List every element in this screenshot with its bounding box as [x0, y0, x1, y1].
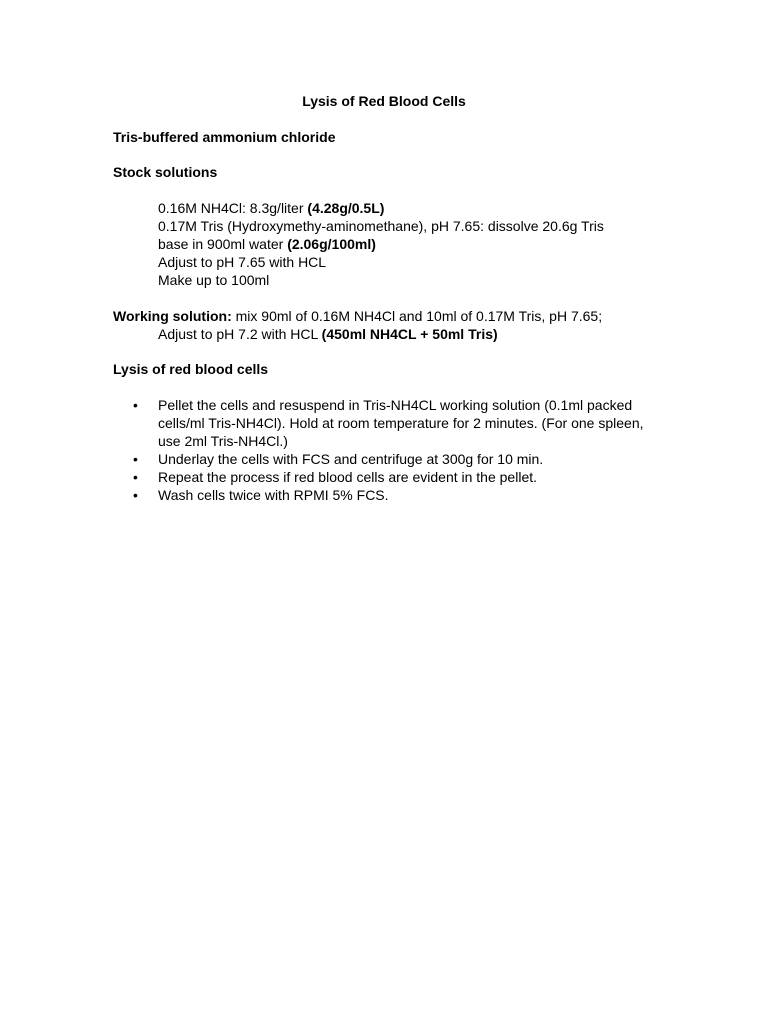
document-title: Lysis of Red Blood Cells — [302, 93, 466, 109]
working-solution-paragraph — [113, 307, 673, 343]
list-item-text: Repeat the process if red blood cells are evident in the pellet. — [158, 469, 538, 485]
working-solution-line-1: Working solution: mix 90ml of 0.16M NH4Cl and 10ml of 0.17M Tris, pH 7.65; — [113, 308, 603, 324]
stock-line-adjust-ph: Adjust to pH 7.65 with HCL — [158, 254, 327, 270]
list-item-text: Wash cells twice with RPMI 5% FCS. — [158, 487, 389, 503]
list-item — [133, 486, 693, 504]
bullet-icon: • — [133, 487, 138, 503]
list-item — [133, 396, 693, 450]
stock-line-tris: 0.17M Tris (Hydroxymethy-aminomethane), pH 7.65: dissolve 20.6g Tris — [158, 218, 604, 234]
list-item-text: Underlay the cells with FCS and centrifuge at 300g for 10 min. — [158, 451, 544, 467]
stock-line-make-up: Make up to 100ml — [158, 272, 270, 288]
section-heading-buffer: Tris-buffered ammonium chloride — [113, 129, 336, 145]
stock-line-nh4cl: 0.16M NH4Cl: 8.3g/liter (4.28g/0.5L) — [158, 200, 385, 216]
list-item-text: Pellet the cells and resuspend in Tris-NH4CL working solution (0.1ml packed cells/ml Tris-NH4Cl). Hold at room temperature for 2 minutes. (For one spleen, use 2ml Tris-NH4Cl.) — [158, 397, 644, 449]
list-item — [133, 468, 693, 486]
stock-solutions-block — [158, 199, 678, 289]
section-heading-lysis: Lysis of red blood cells — [113, 361, 269, 377]
list-item — [133, 450, 693, 468]
bullet-icon: • — [133, 451, 138, 467]
bullet-icon: • — [133, 397, 138, 413]
lysis-steps-list — [133, 396, 693, 504]
stock-line-tris-base: base in 900ml water (2.06g/100ml) — [158, 236, 376, 252]
working-solution-line-2: Adjust to pH 7.2 with HCL (450ml NH4CL + 50ml Tris) — [158, 326, 498, 342]
bullet-icon: • — [133, 469, 138, 485]
section-heading-stock: Stock solutions — [113, 164, 218, 180]
working-solution-label: Working solution: — [113, 308, 232, 324]
